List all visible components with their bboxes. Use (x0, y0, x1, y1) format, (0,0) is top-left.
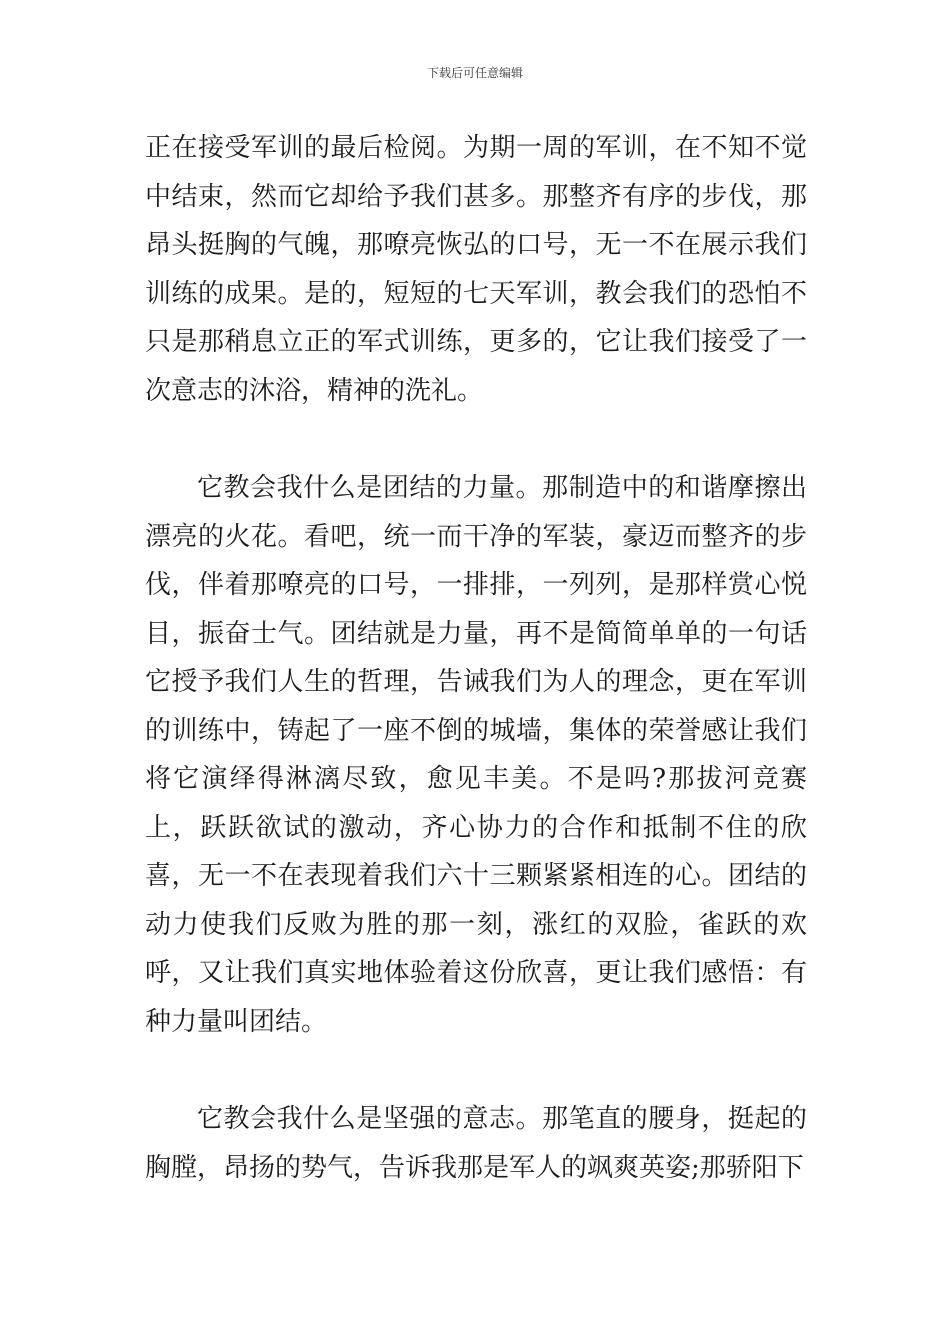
paragraph-spacer (145, 415, 807, 464)
paragraph-power-of-unity: 它教会我什么是团结的力量。那制造中的和谐摩擦出漂亮的火花。看吧，统一而干净的军装，豪迈而整齐的步伐，伴着那嘹亮的口号，一排排，一列列，是那样赏心悦目，振奋士气。团结就是力量，再不是简简单单的一句话它授予我们人生的哲理，告诫我们为人的理念，更在军训的训练中，铸起了一座不倒的城墙，集体的荣誉感让我们将它演绎得淋漓尽致，愈见丰美。不是吗?那拔河竞赛上，跃跃欲试的激动，齐心协力的合作和抵制不住的欣喜，无一不在表现着我们六十三颗紧紧相连的心。团结的动力使我们反败为胜的那一刻，涨红的双脸，雀跃的欢呼，又让我们真实地体验着这份欣喜，更让我们感悟：有种力量叫团结。 (145, 473, 807, 1037)
page-header: 下载后可任意编辑 (426, 66, 523, 80)
paragraph-strong-will: 它教会我什么是坚强的意志。那笔直的腰身，挺起的胸膛，昂扬的势气，告诉我那是军人的飒爽英姿;那骄阳下 (145, 1104, 807, 1183)
document-body (145, 124, 807, 1192)
paragraph-spacer (145, 1046, 807, 1095)
paragraph-military-training-review: 正在接受军训的最后检阅。为期一周的军训，在不知不觉中结束，然而它却给予我们甚多。那整齐有序的步伐，那昂头挺胸的气魄，那嘹亮恢弘的口号，无一不在展示我们训练的成果。是的，短短的七天军训，教会我们的恐怕不只是那稍息立正的军式训练，更多的，它让我们接受了一次意志的沐浴，精神的洗礼。 (145, 133, 807, 406)
